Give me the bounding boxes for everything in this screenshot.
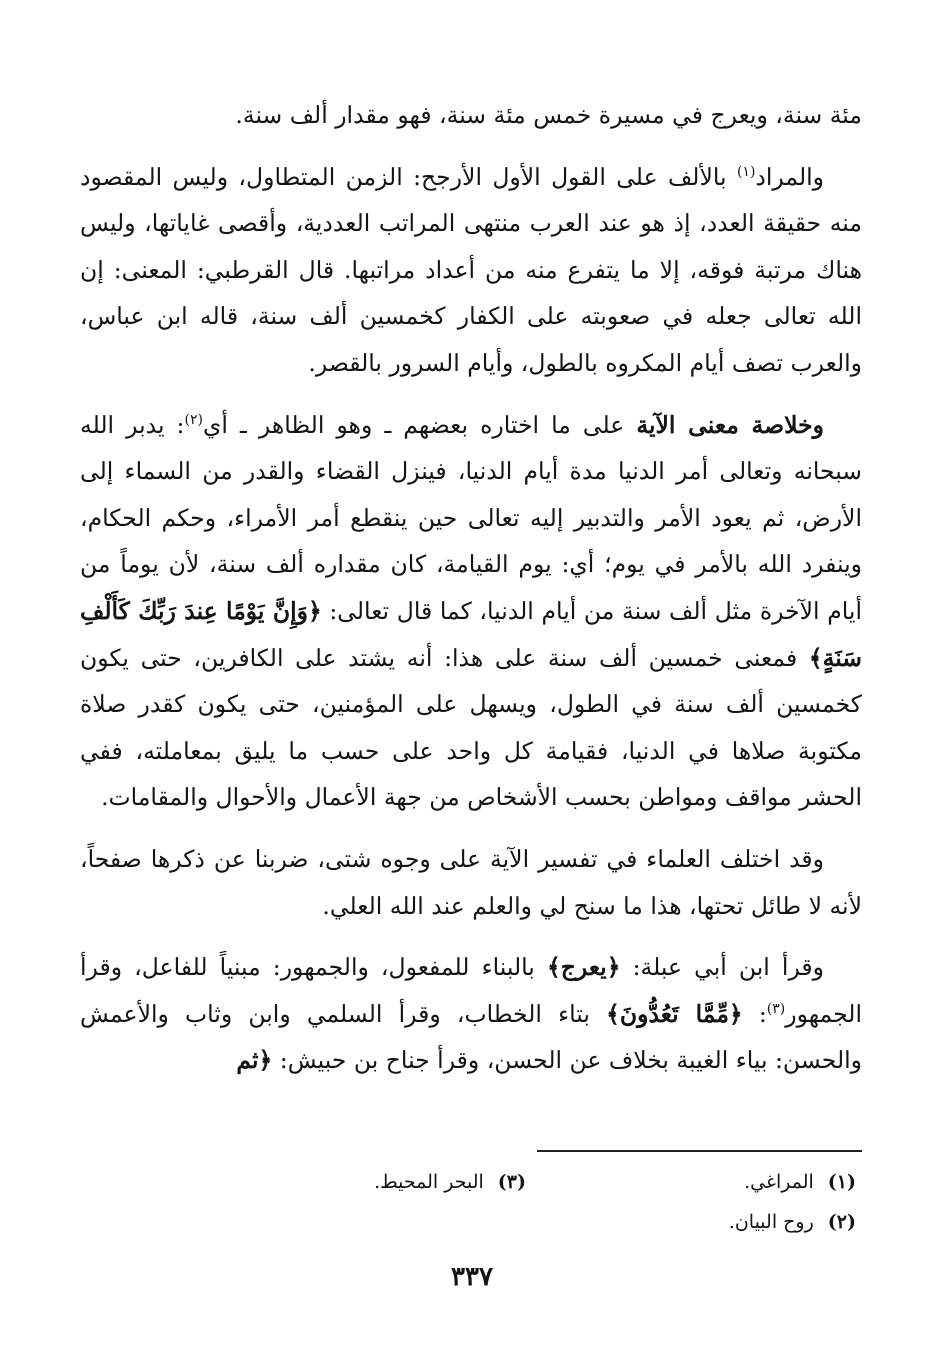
- footnote-number: (٣): [497, 1171, 526, 1193]
- footnotes: [176, 1162, 856, 1242]
- footnote-row-2: [176, 1202, 856, 1242]
- quran-word-yaruj: ﴿يعرج﴾: [546, 953, 621, 982]
- paragraph-1: [80, 92, 862, 139]
- footnote-ref-2[interactable]: (٢): [184, 411, 203, 428]
- footnote-2: [526, 1202, 856, 1242]
- paragraph-5-start: وقرأ ابن أبي عبلة:: [620, 953, 825, 982]
- footnote-text: البحر المحيط.: [374, 1171, 484, 1193]
- paragraph-2-text: بالألف على القول الأول الأرجح: الزمن المتطاول، وليس المقصود منه حقيقة العدد، إذ هو عند العرب منتهى المراتب العددية، وأقصى غاياتها، وليس هناك مرتبة فوقه، إلا ما يتفرع منه من أعداد مراتبها. قال القرطبي: المعنى: إن الله تعالى جعله في صعوبته على الكفار كخمسين ألف سنة، قاله ابن عباس، والعرب تصف أيام المكروه بالطول، وأيام السرور بالقصر.: [80, 162, 862, 377]
- paragraph-5-colon: :: [742, 999, 767, 1028]
- footnote-number: (١): [827, 1171, 856, 1193]
- summary-heading: وخلاصة معنى الآية: [636, 410, 824, 439]
- footnote-text: روح البيان.: [728, 1211, 814, 1233]
- paragraph-3-end: فمعنى خمسين ألف سنة على هذا: أنه يشتد على الكافرين، حتى يكون كخمسين ألف سنة في الطول، ويسهل على المؤمنين، حتى يكون كقدر صلاة مكتوبة صلاها في الدنيا، فقيامة كل واحد على حسب ما يليق بمعاملته، ففي الحشر مواقف ومواطن بحسب الأشخاص من جهة الأعمال والأحوال والمقامات.: [80, 643, 862, 812]
- paragraph-5: [80, 944, 862, 1084]
- footnote-ref-3[interactable]: (٣): [766, 1000, 786, 1017]
- footnote-separator: [537, 1150, 862, 1152]
- footnote-1: [526, 1162, 856, 1202]
- paragraph-5-text-b: بتاء الخطاب، وقرأ السلمي وابن وثاب والأعمش والحسن: بياء الغيبة بخلاف عن الحسن، وقرأ جناح بن حبيش:: [80, 999, 862, 1075]
- footnote-3: [196, 1162, 526, 1202]
- footnote-text: المراغي.: [744, 1171, 814, 1193]
- quran-word-thumma: ﴿ثم: [236, 1046, 273, 1075]
- paragraph-4: [80, 836, 862, 929]
- quran-verse: ﴿وَإِنَّ يَوْمًا عِندَ رَبِّكَ كَأَلْفِ سَنَةٍ﴾: [80, 596, 862, 672]
- footnote-number: (٢): [827, 1211, 856, 1233]
- paragraph-3-start: على ما اختاره بعضهم ـ وهو الظاهر ـ أي: [202, 410, 637, 439]
- page-number: ٣٣٧: [451, 1262, 493, 1292]
- paragraph-2: [80, 154, 862, 387]
- paragraph-1-text: مئة سنة، ويعرج في مسيرة خمس مئة سنة، فهو مقدار ألف سنة.: [235, 101, 862, 129]
- paragraph-3-text: : يدبر الله سبحانه وتعالى أمر الدنيا مدة أيام الدنيا، فينزل القضاء والقدر من السماء إلى الأرض، ثم يعود الأمر والتدبير إليه تعالى حين ينقطع أمر الأمراء، وحكم الحكام، وينفرد الله بالأمر في يوم؛ أي: يوم القيامة، كان مقداره ألف سنة، لأن يوماً من أيام الآخرة مثل ألف سنة من أيام الدنيا، كما قال تعالى:: [80, 410, 862, 625]
- footnote-row-1: [176, 1162, 856, 1202]
- paragraph-5-text-a: بالبناء للمفعول، والجمهور: مبنياً للفاعل، وقرأ الجمهور: [80, 953, 862, 1028]
- paragraph-4-text: وقد اختلف العلماء في تفسير الآية على وجوه شتى، ضربنا عن ذكرها صفحاً، لأنه لا طائل تحتها، هذا ما سنح لي والعلم عند الله العلي.: [80, 844, 862, 920]
- paragraph-2-start: والمراد: [755, 162, 824, 191]
- footnote-ref-1[interactable]: (١): [736, 163, 756, 180]
- quran-word-taudun: ﴿مِّمَّا تَعُدُّونَ﴾: [606, 999, 743, 1028]
- page-body: [80, 92, 862, 1099]
- paragraph-3: [80, 402, 862, 821]
